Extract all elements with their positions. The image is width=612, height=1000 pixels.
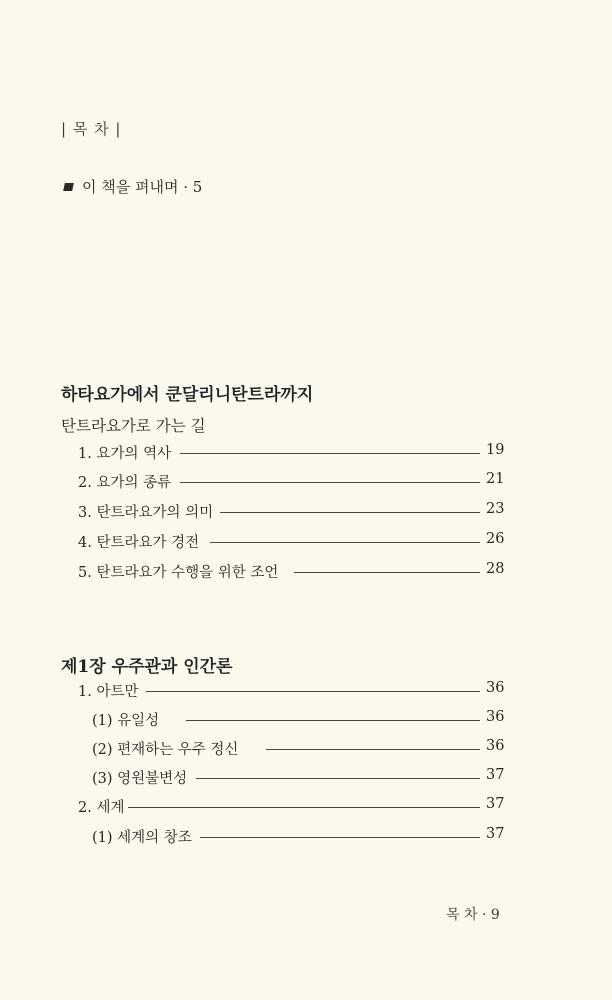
- dotted-leader: [146, 691, 480, 692]
- dotted-leader: [220, 512, 480, 513]
- entry-label: (1) 유일성: [92, 709, 163, 730]
- entry-label: 1. 아트만: [78, 680, 142, 701]
- toc-heading: | 목 차 |: [61, 120, 122, 138]
- intro-title: 하타요가에서 쿤달리니탄트라까지: [61, 385, 314, 405]
- toc-row[interactable]: [0, 826, 612, 848]
- entry-page-number: 26: [486, 531, 505, 547]
- toc-row[interactable]: [0, 561, 612, 583]
- toc-row[interactable]: [0, 531, 612, 553]
- entry-label: (2) 편재하는 우주 정신: [92, 738, 242, 759]
- toc-row[interactable]: [0, 471, 612, 493]
- entry-label: (1) 세계의 창조: [92, 826, 196, 847]
- dotted-leader: [180, 453, 480, 454]
- entry-label: 4. 탄트라요가 경전: [78, 531, 203, 552]
- dotted-leader: [294, 572, 480, 573]
- entry-label: 5. 탄트라요가 수행을 위한 조언: [78, 561, 282, 582]
- toc-row[interactable]: [0, 709, 612, 731]
- entry-page-number: 21: [486, 471, 505, 487]
- entry-label: 2. 세계: [78, 796, 128, 817]
- intro-subtitle: 탄트라요가로 가는 길: [61, 417, 206, 435]
- toc-row[interactable]: [0, 767, 612, 789]
- preface-entry[interactable]: [64, 176, 202, 197]
- dotted-leader: [128, 807, 480, 808]
- toc-row[interactable]: [0, 680, 612, 702]
- toc-row[interactable]: [0, 738, 612, 760]
- dotted-leader: [266, 749, 480, 750]
- entry-page-number: 19: [486, 442, 505, 458]
- entry-page-number: 36: [486, 738, 505, 754]
- chapter1-title: 제1장 우주관과 인간론: [61, 657, 233, 677]
- entry-label: 2. 요가의 종류: [78, 471, 175, 492]
- entry-label: 3. 탄트라요가의 의미: [78, 501, 217, 522]
- dotted-leader: [196, 778, 480, 779]
- entry-page-number: 37: [486, 796, 505, 812]
- dotted-leader: [210, 542, 480, 543]
- toc-row[interactable]: [0, 501, 612, 523]
- entry-page-number: 28: [486, 561, 505, 577]
- toc-row[interactable]: [0, 442, 612, 464]
- entry-label: (3) 영원불변성: [92, 767, 191, 788]
- entry-page-number: 36: [486, 709, 505, 725]
- entry-label: 1. 요가의 역사: [78, 442, 175, 463]
- dotted-leader: [186, 720, 480, 721]
- entry-page-number: 36: [486, 680, 505, 696]
- entry-page-number: 23: [486, 501, 505, 517]
- page-footer: 목 차 · 9: [446, 907, 500, 923]
- preface-label: 이 책을 펴내며 · 5: [82, 178, 203, 196]
- square-bullet-icon: [63, 183, 74, 191]
- dotted-leader: [180, 482, 480, 483]
- entry-page-number: 37: [486, 767, 505, 783]
- dotted-leader: [200, 837, 480, 838]
- toc-row[interactable]: [0, 796, 612, 818]
- entry-page-number: 37: [486, 826, 505, 842]
